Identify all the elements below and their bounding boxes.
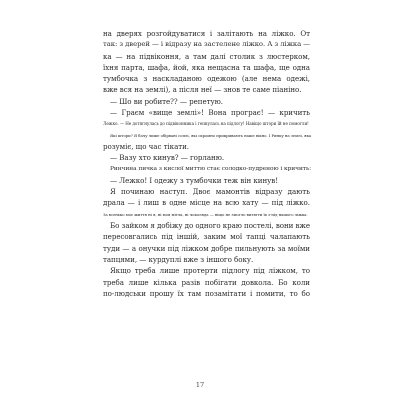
dialogue-line: — Граєм «вище землі»! Вона програє! — кричить [110, 108, 310, 118]
page-number: 17 [195, 381, 205, 389]
dialogue-line: — Лежко! І одежу з тумбочки теж він кинув! [110, 175, 278, 185]
paragraph-line: Які штори? Я бачу лише обірвані соплі, які скромно прикривають наше вікно. І Ринку на землі, яка [110, 132, 312, 138]
text-line: За всенько моє життя ні я, ні моя мітла, ні чоколяда — ніщо не змогло витягти їх з-під нашого ліжка. [103, 211, 308, 217]
text-line: їхня парта, шафа, йой, яка нещасна та шафа, ще одна [103, 62, 310, 72]
text-line: на дверях розгойдуватися і залітають на ліжко. От [103, 29, 310, 38]
paragraph-line: Я починаю наступ. Двоє мамонтів відразу дають [110, 187, 310, 197]
text-line: по-людськи прошу їх там позамітати і помити, то бо [103, 288, 310, 298]
text-line: тумбочка з наскладаною одежою (але нема одежі, [103, 74, 310, 84]
text-line: ка — на підвіконня, а там далі столик з люстерком, [103, 51, 310, 61]
paragraph-line: Бо зайком я добіжу до одного краю постелі, вони вже [110, 221, 310, 231]
text-line: розуміє, що час тікати. [103, 141, 190, 151]
dialogue-line: — Вазу хто кинув? — горланю. [110, 153, 225, 163]
text-line: треба лише кілька разів побігати довкола. Бо коли [103, 277, 310, 287]
text-line: вже вся на землі), а після неї — знов те саме піаніно. [103, 85, 302, 95]
text-line: пересовгались під іншій, заким мої тапці чалапають [103, 232, 310, 242]
text-line: Лежко. — Не дотягнулась до підвіконника і гепнулась на підлогу! Навіщо штори їй не помогли! [103, 121, 309, 127]
dialogue-line: — Шо ви робите?? — репетую. [110, 96, 223, 106]
text-line: туди — а онучки під ліжком добре пильнують за моїми [103, 243, 310, 253]
body-text [103, 28, 310, 299]
text-line: так: з дверей — і відразу на застелене ліжко. А з ліжка — [103, 40, 311, 49]
paragraph-line: Ринчина пичка з кислої миттю стає солодко-пудреною і кричить: [110, 165, 312, 172]
text-line: тапцями, — курдуплі вже з іншого боку. [103, 254, 254, 264]
paragraph-line: Якщо треба лише протерти підлогу під ліжком, то [110, 266, 310, 276]
text-line: драла — і лиш в одне місце на всю хату — під ліжко. [103, 198, 310, 208]
